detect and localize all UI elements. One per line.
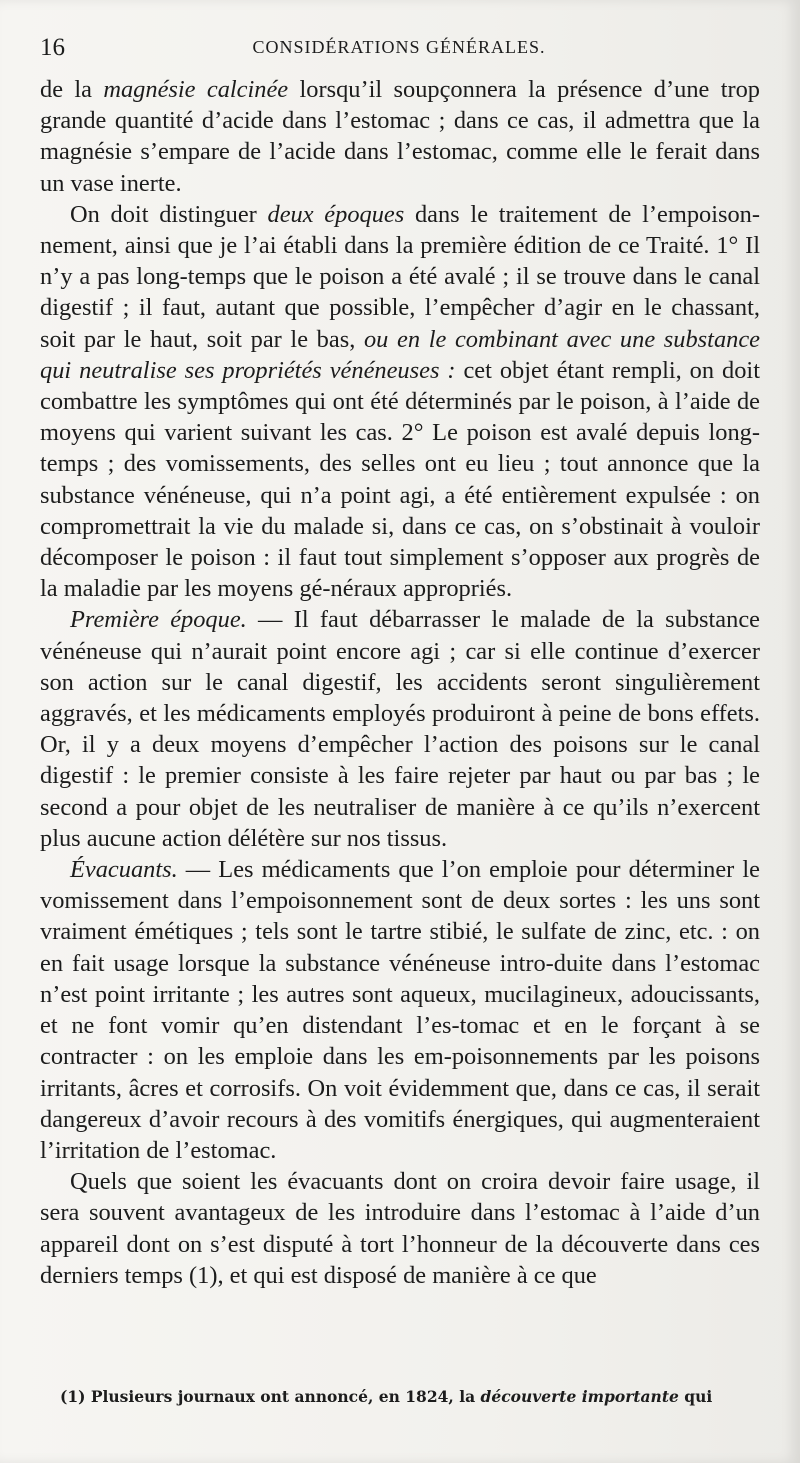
italic-text: Évacuants.: [70, 856, 178, 884]
paragraph: [40, 854, 760, 1166]
text-run: dans le traitement de l’empoison-nement, ainsi que je l’ai établi dans la première édition de ce Traité. 1° Il n’y a pas long-temps que le poison a été avalé ; il se trouve dans le canal digestif ; il faut, autant que possible, l’empêcher d’agir en le chassant, soit par le haut, soit par le bas,: [40, 200, 760, 353]
paragraph: [40, 1166, 760, 1291]
footnote-text: qui: [678, 1387, 713, 1406]
text-run: cet objet étant rempli, on doit combattre les symptômes qui ont été déterminés par le poison, à l’aide de moyens qui varient suivant les cas. 2° Le poison est avalé depuis long-temps ; des vomissements, des selles ont eu lieu ; tout annonce que la substance vénéneuse, qui n’a point agi, a été entièrement expulsée : on compromettrait la vie du malade si, dans ce cas, on s’obstinait à vouloir décomposer le poison : il faut tout simplement s’opposer aux progrès de la maladie par les moyens gé-néraux appropriés.: [40, 356, 760, 603]
text-run: On doit distinguer: [70, 200, 268, 228]
body-text: [40, 74, 760, 1291]
paragraph: [40, 604, 760, 854]
italic-text: Première époque.: [70, 606, 247, 634]
text-run: — Il faut débarrasser le malade de la substance vénéneuse qui n’aurait point encore agi ; car si elle continue d’exercer son action sur le canal digestif, les accidents seront singulièrement aggravés, et les médicaments employés produiront à peine de bons effets. Or, il y a deux moyens d’empêcher l’action des poisons sur le canal digestif : le premier consiste à les faire rejeter par haut ou par bas ; le second a pour objet de les neutraliser de manière à ce qu’ils n’exercent plus aucune action délétère sur nos tissus.: [40, 606, 760, 852]
footnote-text: (1) Plusieurs journaux ont annoncé, en 1824, la: [60, 1387, 481, 1406]
italic-text: ou en le combinant avec une substance qui neutralise ses propriétés vénéneuses :: [40, 325, 760, 384]
italic-text: deux époques: [267, 200, 405, 228]
text-run: lorsqu’il soupçonnera la présence d’une trop grande quantité d’acide dans l’estomac ; dans ce cas, il admettra que la magnésie s’empare de l’acide dans l’estomac, comme elle le ferait dans un vase inerte.: [40, 76, 761, 197]
text-run: de la: [40, 76, 104, 103]
footnote-italic-text: découverte importante: [480, 1387, 679, 1406]
paragraph: [40, 199, 760, 605]
page-number: 16: [40, 34, 65, 61]
paragraph: [40, 74, 760, 199]
running-title: CONSIDÉRATIONS GÉNÉRALES.: [252, 37, 546, 57]
footnote: [60, 1386, 760, 1408]
page-header: [40, 34, 758, 68]
text-run: — Les médicaments que l’on emploie pour déterminer le vomissement dans l’empoisonnement sont de deux sortes : les uns sont vraiment émétiques ; tels sont le tartre stibié, le sulfate de zinc, etc. : on en fait usage lorsque la substance vénéneuse intro-duite dans l’estomac n’est point irritante ; les autres sont aqueux, mucilagineux, adoucissants, et ne font vomir qu’en distendant l’es-tomac et en le forçant à se contracter : on les emploie dans les em-poisonnements par les poisons irritants, âcres et corrosifs. On voit évidemment que, dans ce cas, il serait dangereux d’avoir recours à des vomitifs énergiques, qui augmenteraient l’irritation de l’estomac.: [40, 856, 760, 1164]
text-run: Quels que soient les évacuants dont on croira devoir faire usage, il sera souvent avantageux de les introduire dans l’estomac à l’aide d’un appareil dont on s’est disputé à tort l’honneur de la découverte dans ces derniers temps (1), et qui est disposé de manière à ce que: [40, 1168, 760, 1289]
italic-text: magnésie calcinée: [103, 76, 289, 103]
